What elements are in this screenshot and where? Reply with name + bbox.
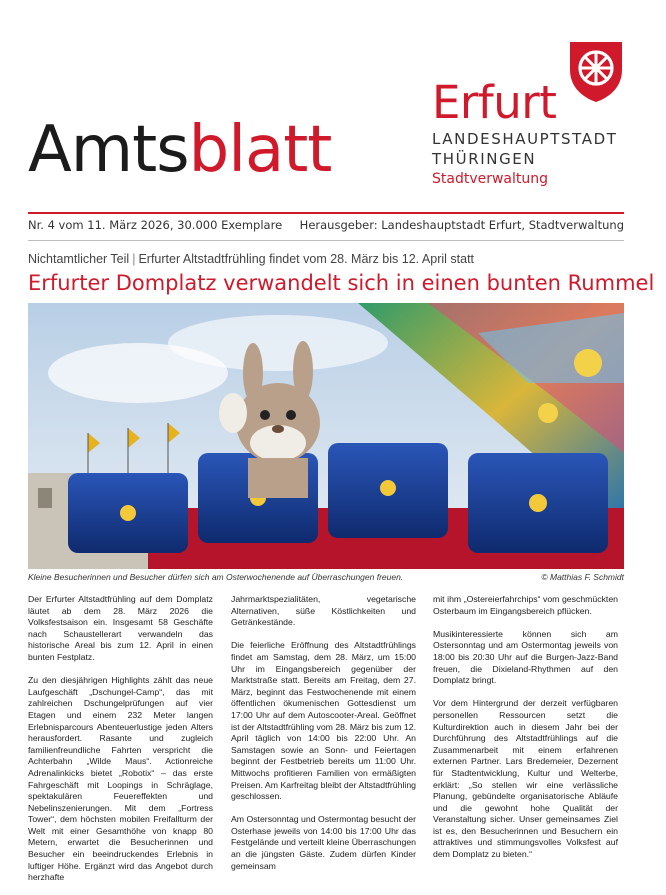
paragraph: Jahrmarktspezialitäten, vegetarische Alternativen, süße Köstlichkeiten und Getränkestände.	[231, 594, 416, 628]
article-kicker	[28, 252, 474, 266]
paragraph: mit ihm „Ostereierfahrchips“ vom geschmückten Osterbaum im Eingangsbereich pflücken.	[433, 594, 618, 616]
photo-caption-row	[28, 572, 624, 582]
brand-city-name: Erfurt	[432, 76, 557, 129]
article-column-3	[433, 594, 618, 872]
photo-caption: Kleine Besucherinnen und Besucher dürfen sich am Osterwochenende auf Überraschungen freuen.	[28, 572, 404, 582]
paragraph: Musikinteressierte können sich am Ostersonntag und am Ostermontag jeweils von 18:00 bis 20:30 Uhr auf die Burgen-Jazz-Band freuen, die Dixieland-Rhythmen auf den Domplatz bringt.	[433, 628, 618, 686]
topic-label: Erfurter Altstadtfrühling findet vom 28. März bis 12. April statt	[138, 252, 475, 266]
masthead-part2: blatt	[188, 113, 332, 187]
issue-rule	[28, 240, 624, 241]
publisher-info: Herausgeber: Landeshauptstadt Erfurt, Stadtverwaltung	[299, 218, 624, 232]
brand-line-1: LANDESHAUPTSTADT	[432, 130, 618, 148]
masthead-part1: Amts	[28, 113, 189, 187]
masthead-rule	[28, 212, 624, 214]
article-column-1	[28, 594, 213, 895]
paragraph: Am Ostersonntag und Ostermontag besucht der Osterhase jeweils von 14:00 bis 17:00 Uhr das Festgelände und verteilt kleine Überraschungen an die jüngsten Gäste. Zudem dürfen Kinder gemeinsam	[231, 814, 416, 871]
article-photo	[28, 303, 624, 569]
kicker-separator: |	[132, 252, 136, 266]
article-headline: Erfurter Domplatz verwandelt sich in einen bunten Rummel	[28, 271, 655, 295]
photo-credit: © Matthias F. Schmidt	[541, 572, 624, 582]
brand-line-2: THÜRINGEN	[432, 150, 537, 168]
brand-block	[432, 76, 618, 189]
issue-line	[28, 218, 624, 232]
paragraph: Der Erfurter Altstadtfrühling auf dem Domplatz läutet ab dem 28. März 2026 die Volksfestsaison ein. Insgesamt 58 Geschäfte nach Schaustellerart verwandeln das historische Areal bis zum 12. April in einen bunten Festplatz.	[28, 594, 213, 662]
article-column-2	[231, 594, 416, 884]
paragraph: Die feierliche Eröffnung des Altstadtfrühlings findet am Samstag, dem 28. März, um 15:00 Uhr im Eingangsbereich gegenüber der Marktstraße statt. Bereits am Freitag, dem 27. März, beginnt das Festwochenende mit einem öffentlichen ökumenischen Gottesdienst um 17:00 Uhr auf dem Autoscooter-Areal. Geöffnet ist der Altstadtfrühling vom 28. März bis zum 12. April täglich von 14:00 bis 22:00 Uhr. An Samstagen sowie an Sonn- und Feiertagen beginnt der Festbetrieb bereits um 11:00 Uhr. Mittwochs profitieren Familien von ermäßigten Preisen. Am Karfreitag bleibt der Altstadtfrühling geschlossen.	[231, 640, 416, 802]
issue-info: Nr. 4 vom 11. März 2026, 30.000 Exemplare	[28, 218, 283, 232]
paragraph: Zu den diesjährigen Highlights zählt das neue Laufgeschäft „Dschungel-Camp“, das mit zahlreichen Dschungelprüfungen auf vier Etagen und einem 232 Meter langen Erlebnisparcours Abenteuerlustige jeden Alters herausfordert. Rasante und zugleich familienfreundliche Fahrten verspricht die Achterbahn „Wilde Maus“. Actionreiche Adrenalinkicks bietet „Robotix“ – das erste Fahrgeschäft mit Loopings in Schräglage, spektakulären Feuereffekten und Nebelinszenierungen. Mit dem „Fortress Tower“, dem höchsten mobilen Freifallturm der Welt mit einer Gesamthöhe von knapp 80 Metern, erwartet die Besucherinnen und Besucher ein beeindruckendes Erlebnis in luftiger Höhe. Ergänzt wird das Angebot durch herzhafte	[28, 675, 213, 883]
masthead-title	[28, 113, 332, 187]
brand-admin: Stadtverwaltung	[432, 171, 549, 187]
paragraph: Vor dem Hintergrund der derzeit verfügbaren personellen Ressourcen setzt die Kulturdirektion auch in diesem Jahr bei der Durchführung des Altstadtfrühlings auf die Zusammenarbeit mit einem erfahrenen externen Partner. Lars Bredemeier, Dezernent für Stadtentwicklung, Kultur und Welterbe, erklärt: „So stellen wir eine verlässliche Planung, gebündelte organisatorische Abläufe und die gewohnt hohe Qualität der Veranstaltung sicher. Unser gemeinsames Ziel ist es, den Besucherinnen und Besuchern ein attraktives und stimmungsvolles Volksfest auf dem Domplatz zu bieten.“	[433, 698, 618, 860]
section-label: Nichtamtlicher Teil	[28, 252, 130, 266]
